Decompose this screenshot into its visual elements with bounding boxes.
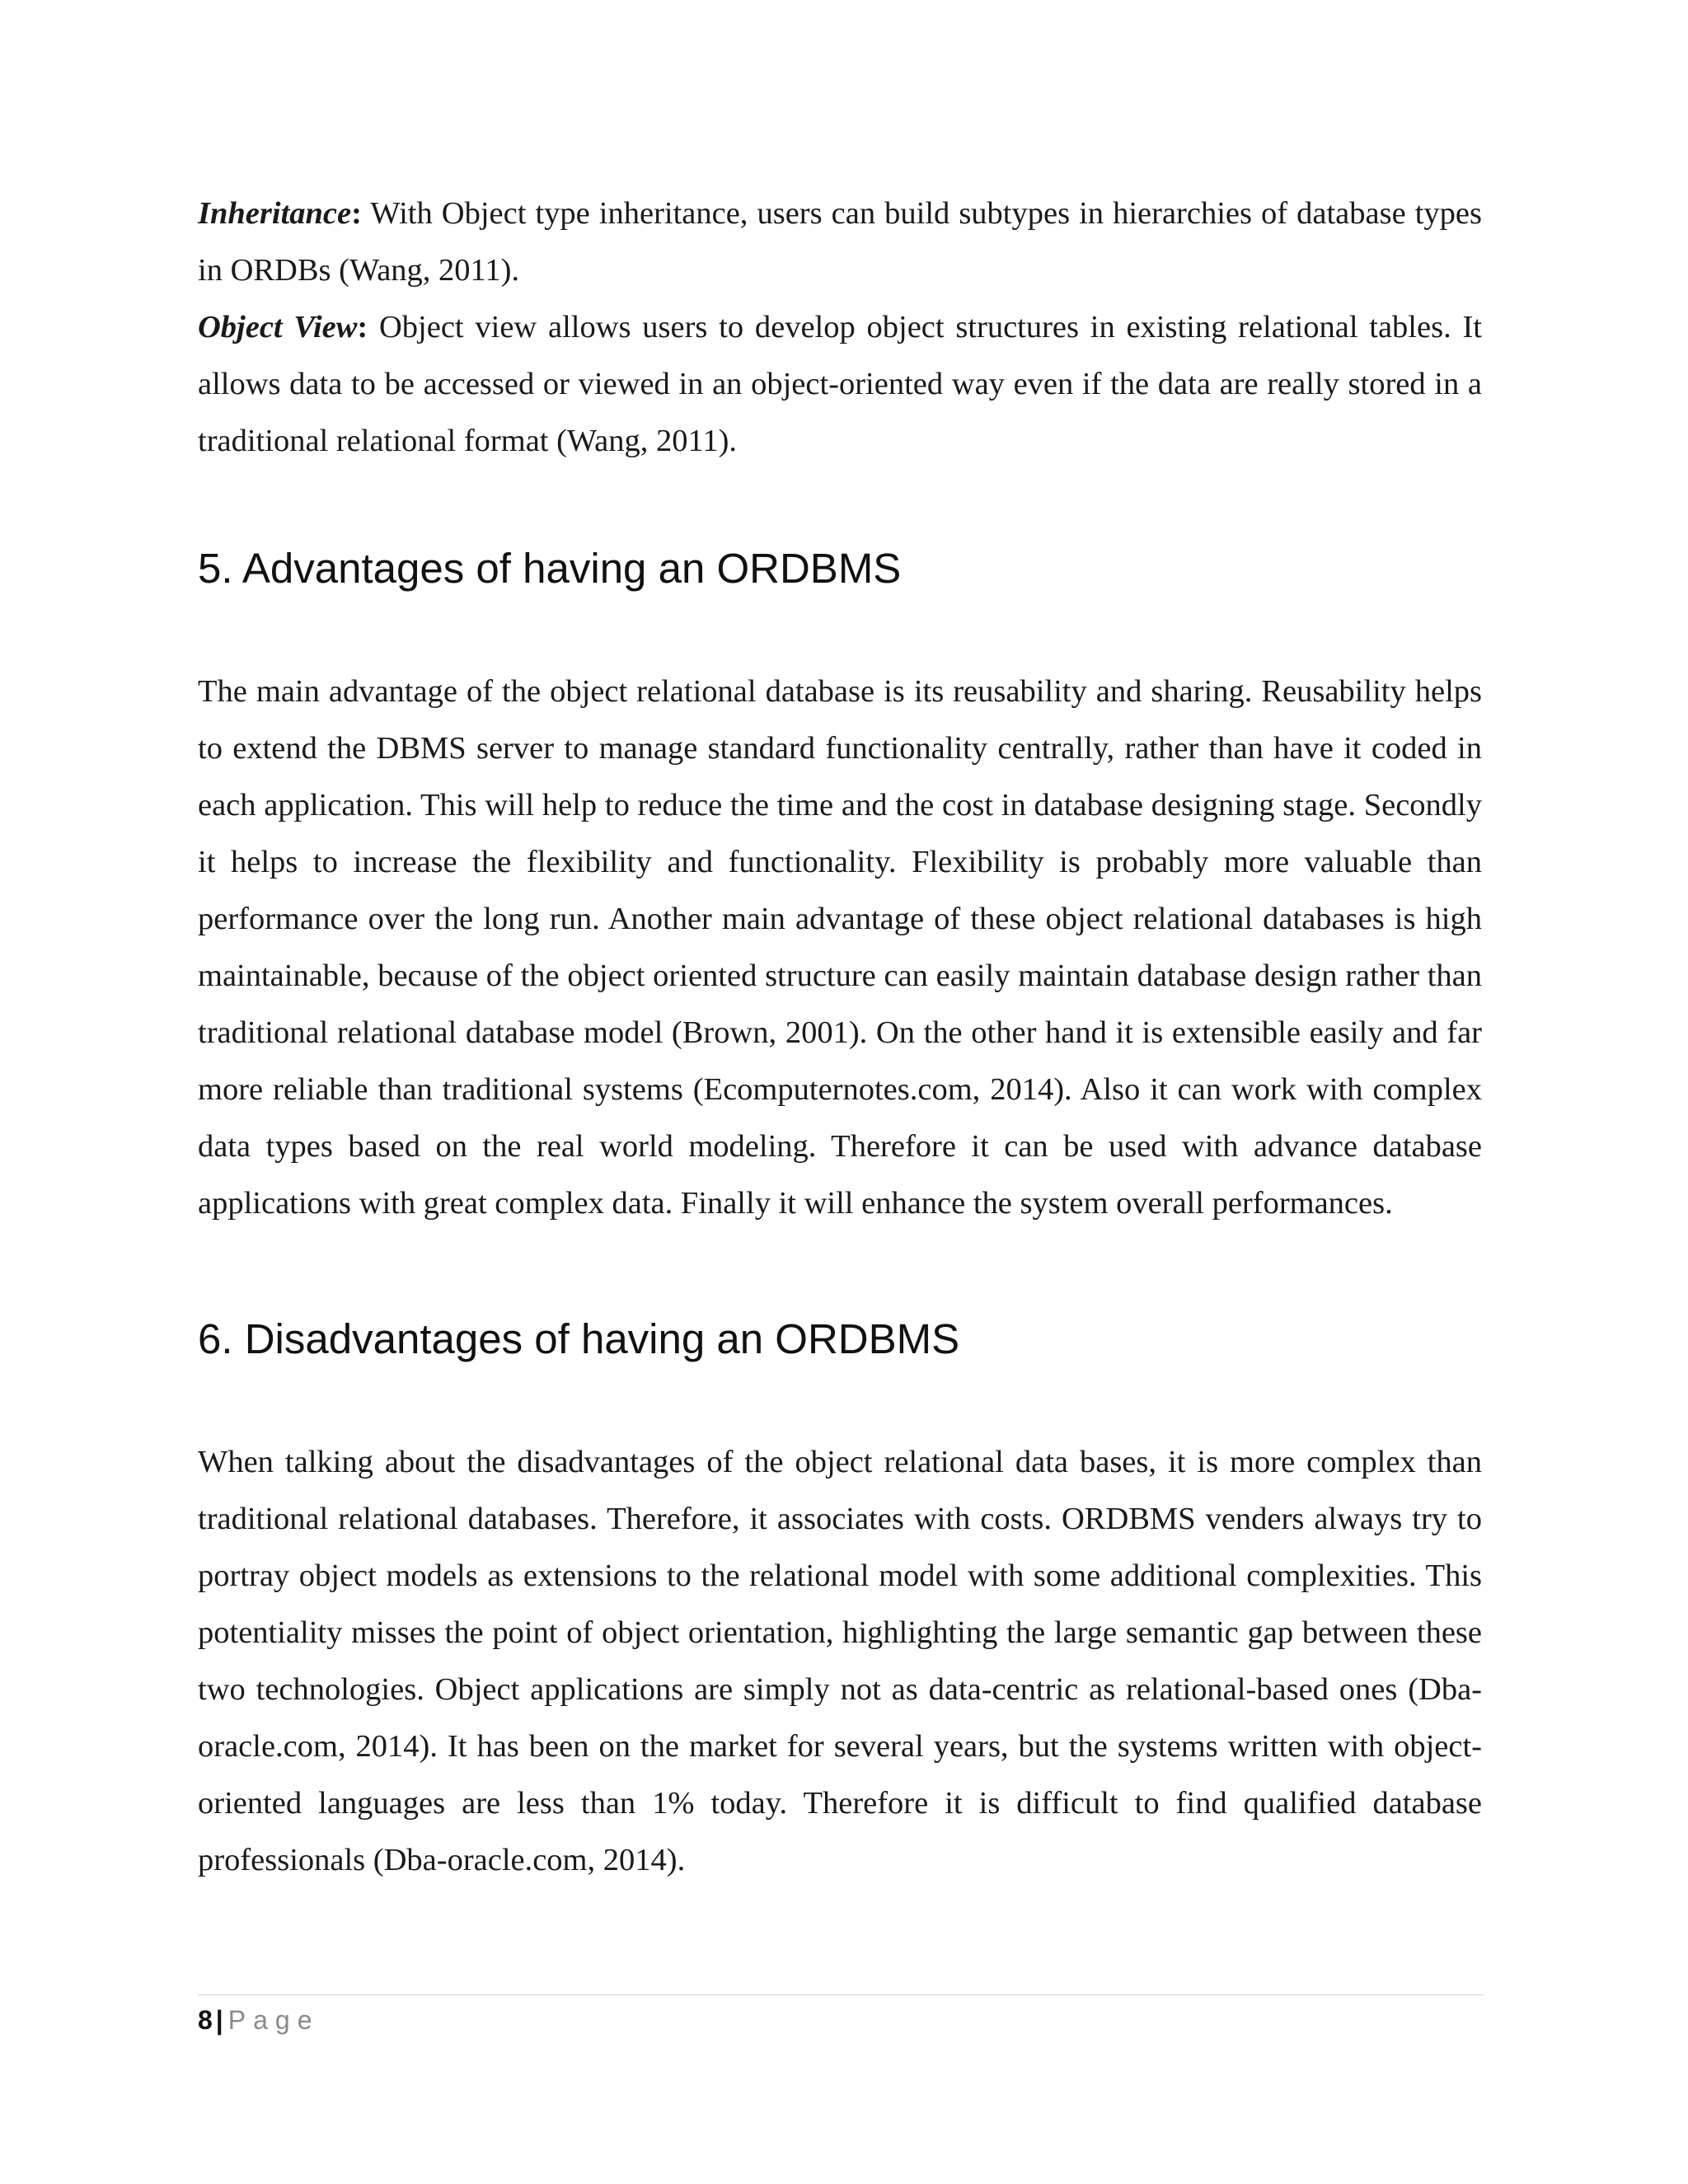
inheritance-colon: : — [351, 196, 362, 231]
inheritance-paragraph — [198, 185, 1482, 299]
section-6-heading: 6. Disadvantages of having an ORDBMS — [198, 1315, 960, 1362]
object-view-colon: : — [357, 310, 368, 344]
object-view-text: Object view allows users to develop object structures in existing relational tables. It allows data to be accessed or viewed in an object-oriented way even if the data are really stored in a traditional relational format (Wang, 2011). — [198, 310, 1482, 458]
inheritance-term: Inheritance — [198, 196, 352, 231]
footer-separator: | — [215, 2005, 223, 2035]
section-5-heading: 5. Advantages of having an ORDBMS — [198, 545, 902, 592]
object-view-term: Object View — [198, 310, 358, 344]
document-page — [198, 185, 1482, 1889]
page-number: 8 — [198, 2005, 213, 2035]
object-view-paragraph — [198, 299, 1482, 470]
section-5-body: The main advantage of the object relational database is its reusability and sharing. Reusability helps to extend the DBMS server to manage standard functionality centrally, rather than have it coded in each application. This will help to reduce the time and the cost in database designing stage. Secondly it helps to increase the flexibility and functionality. Flexibility is probably more valuable than performance over the long run. Another main advantage of these object relational databases is high maintainable, because of the object oriented structure can easily maintain database design rather than traditional relational database model (Brown, 2001). On the other hand it is extensible easily and far more reliable than traditional systems (Ecomputernotes.com, 2014). Also it can work with complex data types based on the real world modeling. Therefore it can be used with advance database applications with great complex data. Finally it will enhance the system overall performances. — [198, 674, 1482, 1221]
section-6-body: When talking about the disadvantages of the object relational data bases, it is more complex than traditional relational databases. Therefore, it associates with costs. ORDBMS venders always try to portray object models as extensions to the relational model with some additional complexities. This potentiality misses the point of object orientation, highlighting the large semantic gap between these two technologies. Object applications are simply not as data-centric as relational-based ones (Dba-oracle.com, 2014). It has been on the market for several years, but the systems written with object-oriented languages are less than 1% today. Therefore it is difficult to find qualified database professionals (Dba-oracle.com, 2014). — [198, 1445, 1482, 1877]
inheritance-text: With Object type inheritance, users can build subtypes in hierarchies of database types in ORDBs (Wang, 2011). — [198, 196, 1482, 288]
page-label: Page — [227, 2005, 320, 2035]
page-footer — [198, 1994, 1484, 2036]
